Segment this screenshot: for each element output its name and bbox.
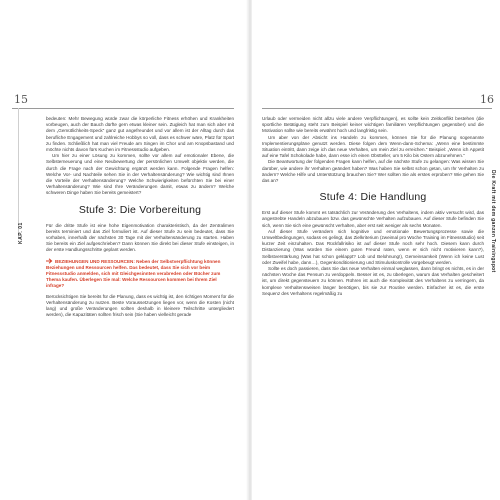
- paragraph: Urlaub oder vermeiden nicht allzu viele andere Verpflichtungen), es sollte kein Zeitkonflikt bestehen (die sportliche Betätigung steht zum Beispiel keiner wichtigen familiären Verpflichtungen gegenüber) und die Motivation sollte wie bereits erwähnt hoch und langfristig sein.: [262, 116, 484, 134]
- section-heading: Stufe 3: Die Vorbereitung: [78, 203, 202, 216]
- header-rule: [262, 108, 492, 109]
- paragraph: Um aber von der Absicht ins Handeln zu kommen, können Sie für die Planung sogenannte Implementierungspläne genutzt werden. Diese folgen dem Wenn-dann-Schema: „Wenn eine bestimmte Situation eintritt, dann zeige ich das neue Verhalten, um mein Ziel zu erreichen.“ Beispiel: „Wenn ich Appetit auf eine Tafel Schokolade habe, dann esse ich einen Obstteller, um 5 Kilo bis Ostern abzunehmen.“: [262, 134, 484, 159]
- paragraph: Auf dieser Stufe verändern sich kognitive und emotionale Bewertungsprozesse sowie die Umweltbedingungen, sodass es gelingt, das Zielkriterium (zweimal pro Woche Training im Fitnessstudio) seit kurzer Zeit einzuhalten. Das Rückfallrisiko ist auf dieser Stufe noch sehr hoch. Diesem kann durch Distanzierung (Was würden Sie einem guten Freund raten, wenn er sich nicht motivieren kann?), Selbstverstärkung (Was hat schon geklappt? Lob und Belohnung!), Gemeinsamkeit (Wenn ich keine Lust oder Zweifel habe, dann…), Gegenkonditionierung und Stimuluskontrolle vorgebeugt werden.: [262, 228, 484, 265]
- paragraph: Sollte es doch passieren, dass Sie das neue Verhalten einmal weglassen, dann bringt es nichts, es in der nächsten Woche das Pensum zu verdoppeln. Besser ist es, zu überlegen, warum das Verhalten gescheitert ist, um direkt gegensteuern zu können. Rühren ist auch die Komplexität des Verhaltens zu verringern, da komplexe Verhaltensweisen länger benötigen, bis sie zur Routine werden. Einfacher ist es, die erste Sequenz des Verhaltens regelmäßig zu: [262, 266, 484, 296]
- paragraph: Berücksichtigen Sie bereits für die Planung, dass es wichtig ist, den richtigen Moment für die Verhaltensänderung zu nutzen. Beste Voraussetzungen liegen vor, wenn die Kosten (nicht lang) und große Veränderungen sollten deshalb in kleinere Teilschritte untergliedert werden), die Kapazitäten sollten frisch sein (Sie haben vielleicht gerade: [46, 293, 234, 318]
- text-column: [262, 116, 484, 297]
- paragraph: bedeuten: Mehr Bewegung würde zwar die körperliche Fitness erhöhen und Krankheiten vorbeugen, auch der Bauch dürfte gern etwas kleiner sein. Zugleich hat man sich aber mit dem „Gemütlichkeits-Speck“ ganz gut angefreundet und vor allem ist der Alltag durch das berufliche Engagement und zahlreiche Hobbys so voll, dass es schwer wäre, Platz für Sport zu finden. Schließlich hat man viel Freude am Singen im Chor und am Knopsbastand und möchte nichts davon fürs Kuchen im Fitnessstudio aufgeben.: [46, 116, 234, 153]
- right-page: [252, 0, 500, 500]
- page-number: 16: [480, 93, 494, 106]
- callout-text: BEZIEHUNGEN UND RESSOURCEN: Neben der Selbstverpflichtung können Beziehungen und Ressourcen helfen. Das bedeutet, dass Sie sich vor beim Fitnessstudio anmelden, sich mit Gleichgesinnten verabreden oder Bücher zum Thema kaufen. Überlegen Sie mal: Welche Ressourcen kommen bei Ihrem Ziel infrage?: [46, 258, 221, 289]
- paragraph: Erst auf dieser Stufe kommt es tatsächlich zur Veränderung des Verhaltens, indem aktiv versucht wird, das angestrebte Handeln abzubauen bzw. das gewünschte Verhalten aufzubauen. Auf dieser Stufe befinden Sie sich, wenn Sie sich eine gewünscht verhalten, aber erst seit weniger als sechs Monaten.: [262, 210, 484, 228]
- page-number: 15: [14, 93, 28, 106]
- paragraph: Um hier zu einer Lösung zu kommen, sollte vor allem auf emotionaler Ebene, die Selbsterneuerung und eine Neubewertung der persönlichen Umwelt objektiv werden, die durch die Frage nach der Gewichtung ergänzt werden kann. Folgende Fragen helfen: Welche Vor- und Nachteile sehen Sie in der Verhaltensänderung? Wie wichtig sind Ihnen die Vorteile der Verhaltensänderung? Welche Schwierigkeiten befürchten Sie bei einer Verhaltensänderung? Wie sind Ihre Veränderungen damit, etwas zu ändern? Welche schweren Dinge haben Sie bereits gemeistert?: [46, 153, 234, 196]
- arrow-right-icon: [46, 258, 53, 264]
- paragraph: Für die dritte Stufe ist eine hohe Eigenmotivation charakteristisch, da der Zentralimen bereits terminiert und das Ziel formuliert ist. Auf dieser Stufe zu sein bedeutet, dass Sie vorhaben, innerhalb der nächsten 30 Tage mit der Verhaltensänderung zu starten. Haben Sie bereits ein Ziel aufgeschrieben? Dann können Sie direkt bei dieser Stufe einsteigen, in der erste Handlungsschritte geplant werden.: [46, 222, 234, 253]
- margin-line: [18, 108, 19, 238]
- left-page: [0, 0, 248, 500]
- text-column: [46, 116, 234, 318]
- chapter-label: KAP. 01: [18, 222, 24, 244]
- paragraph: Die Beantwortung der folgenden Fragen kann helfen, auf die nächste Stufe zu gelangen: Was wissen Sie darüber, wie andere ihr Verhalten geändert haben? Was haben Sie selbst schon getan, um Ihr Verhalten zu ändern? Welche Hilfe und Unterstützung brauchen Sie? Wer sollten Sie als erstes erproben? Wie gehen Sie das an?: [262, 159, 484, 184]
- header-rule: [12, 108, 234, 109]
- callout-box: [46, 258, 234, 290]
- section-heading: Stufe 4: Die Handlung: [319, 191, 427, 204]
- section-side-label: Die Kraft mit dem ganzen Trainingspot: [490, 170, 496, 273]
